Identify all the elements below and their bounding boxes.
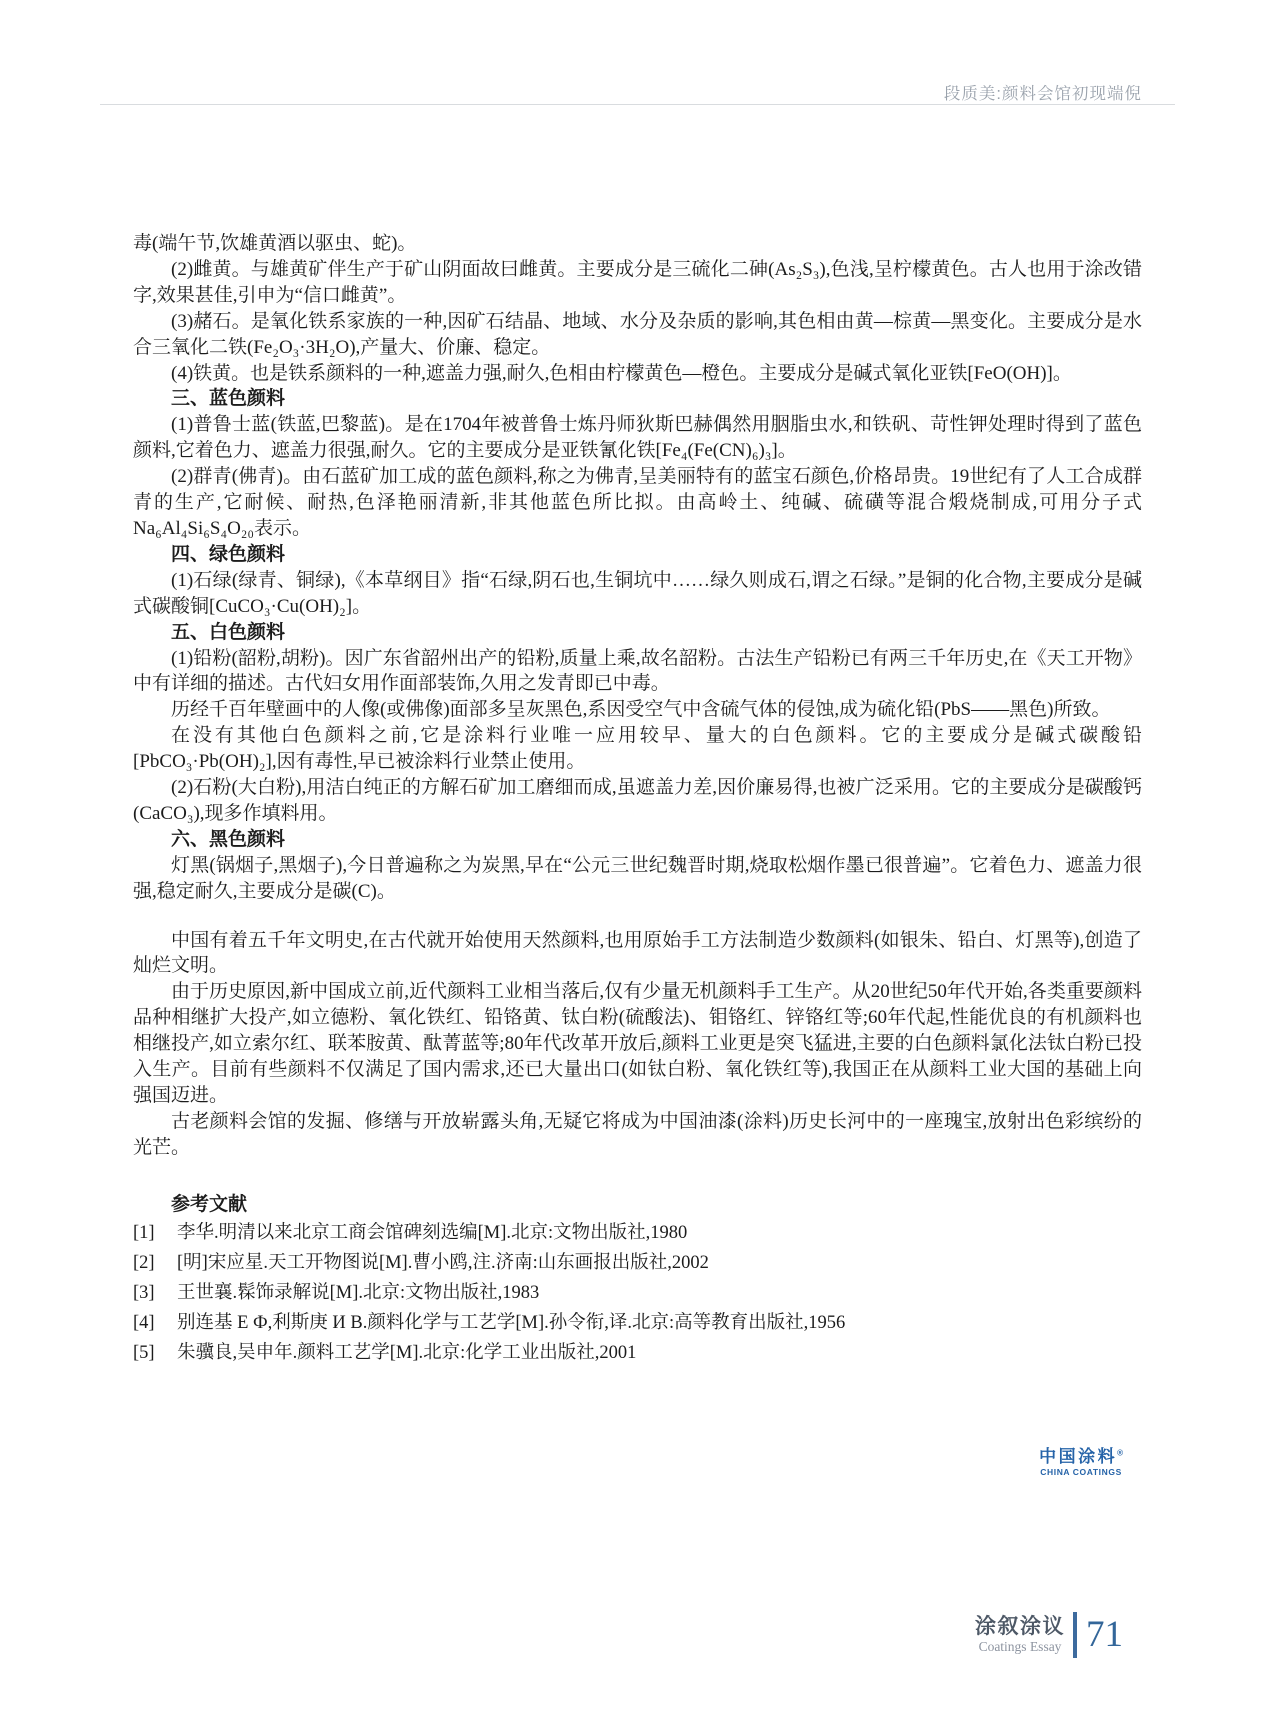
- logo-chinese-wordmark: 中国涂料®: [1039, 1447, 1123, 1466]
- body-paragraph: 古老颜料会馆的发掘、修缮与开放崭露头角,无疑它将成为中国油漆(涂料)历史长河中的一座瑰宝,放射出色彩缤纷的光芒。: [133, 1110, 1142, 1158]
- reference-text: 李华.明清以来北京工商会馆碑刻选编[M].北京:文物出版社,1980: [177, 1222, 688, 1243]
- section-heading-white-pigments: 五、白色颜料: [171, 621, 286, 643]
- reference-text: [明]宋应星.天工开物图说[M].曹小鸥,注.济南:山东画报出版社,2002: [177, 1252, 709, 1273]
- body-paragraph: (2)石粉(大白粉),用洁白纯正的方解石矿加工磨细而成,虽遮盖力差,因价廉易得,也被广泛采用。它的主要成分是碳酸钙(CaCO₃),现多作填料用。: [133, 777, 1142, 824]
- body-paragraph: 在没有其他白色颜料之前,它是涂料行业唯一应用较早、量大的白色颜料。它的主要成分是碱式碳酸铅[PbCO₃·Pb(OH)₂],因有毒性,早已被涂料行业禁止使用。: [133, 725, 1142, 773]
- footer-divider-bar: [1073, 1612, 1077, 1658]
- reference-item: [133, 1308, 1142, 1338]
- reference-item: [133, 1338, 1142, 1368]
- references-title: 参考文献: [171, 1193, 248, 1215]
- reference-text: 王世襄.髹饰录解说[M].北京:文物出版社,1983: [177, 1282, 540, 1303]
- header-divider: [100, 104, 1175, 105]
- footer-section-title-en: Coatings Essay: [978, 1639, 1062, 1655]
- body-paragraph: (3)赭石。是氧化铁系家族的一种,因矿石结晶、地域、水分及杂质的影响,其色相由黄—棕黄—黑变化。主要成分是水合三氧化二铁(Fe₂O₃·3H₂O),产量大、价廉、稳定。: [133, 310, 1142, 358]
- china-coatings-logo: [1039, 1448, 1123, 1477]
- footer-section-mark: [975, 1615, 1065, 1655]
- reference-number: [4]: [133, 1312, 155, 1333]
- body-paragraph: (2)雌黄。与雄黄矿伴生产于矿山阴面故曰雌黄。主要成分是三硫化二砷(As₂S₃),色浅,呈柠檬黄色。古人也用于涂改错字,效果甚佳,引申为“信口雌黄”。: [133, 258, 1142, 306]
- body-paragraph: (4)铁黄。也是铁系颜料的一种,遮盖力强,耐久,色相由柠檬黄色—橙色。主要成分是碱式氧化亚铁[FeO(OH)]。: [171, 362, 1072, 384]
- footer-section-title-cn: 涂叙涂议: [975, 1614, 1065, 1638]
- body-paragraph: (2)群青(佛青)。由石蓝矿加工成的蓝色颜料,称之为佛青,呈美丽特有的蓝宝石颜色,价格昂贵。19世纪有了人工合成群青的生产,它耐候、耐热,色泽艳丽清新,非其他蓝色所比拟。由高岭土、纯碱、硫磺等混合煅烧制成,可用分子式Na₆Al₄Si₆S₄O₂₀表示。: [133, 466, 1142, 539]
- section-heading-black-pigments: 六、黑色颜料: [171, 828, 286, 850]
- body-paragraph: 毒(端午节,饮雄黄酒以驱虫、蛇)。: [133, 233, 417, 254]
- page-number: 71: [1086, 1614, 1123, 1655]
- body-paragraph: (1)铅粉(韶粉,胡粉)。因广东省韶州出产的铅粉,质量上乘,故名韶粉。古法生产铅粉已有两三千年历史,在《天工开物》中有详细的描述。古代妇女用作面部装饰,久用之发青即已中毒。: [133, 647, 1142, 695]
- reference-number: [2]: [133, 1252, 155, 1273]
- reference-number: [5]: [133, 1342, 155, 1363]
- registered-trademark-icon: ®: [1117, 1448, 1123, 1458]
- reference-item: [133, 1248, 1142, 1278]
- reference-text: 别连基 Е Ф,利斯庚 И В.颜料化学与工艺学[M].孙令衔,译.北京:高等教育出版社,1956: [177, 1312, 846, 1333]
- section-heading-green-pigments: 四、绿色颜料: [171, 543, 286, 565]
- section-heading-blue-pigments: 三、蓝色颜料: [171, 388, 286, 410]
- references-section: [133, 1192, 1142, 1368]
- reference-number: [1]: [133, 1222, 155, 1243]
- main-text-column: [133, 231, 1142, 1368]
- body-paragraph: (1)普鲁士蓝(铁蓝,巴黎蓝)。是在1704年被普鲁士炼丹师狄斯巴赫偶然用胭脂虫水,和铁矾、苛性钾处理时得到了蓝色颜料,它着色力、遮盖力很强,耐久。它的主要成分是亚铁氰化铁[Fe₄(Fe(CN)₆)₃]。: [133, 414, 1142, 462]
- logo-english-wordmark: CHINA COATINGS: [1040, 1467, 1122, 1477]
- body-paragraph: 灯黑(锅烟子,黑烟子),今日普遍称之为炭黑,早在“公元三世纪魏晋时期,烧取松烟作墨已很普遍”。它着色力、遮盖力很强,稳定耐久,主要成分是碳(C)。: [133, 854, 1142, 902]
- body-paragraph: 历经千百年壁画中的人像(或佛像)面部多呈灰黑色,系因受空气中含硫气体的侵蚀,成为硫化铅(PbS——黑色)所致。: [171, 699, 1111, 721]
- running-head: 段质美:颜料会馆初现端倪: [943, 85, 1142, 103]
- body-paragraph: 由于历史原因,新中国成立前,近代颜料工业相当落后,仅有少量无机颜料手工生产。从20世纪50年代开始,各类重要颜料品种相继扩大投产,如立德粉、氧化铁红、铅铬黄、钛白粉(硫酸法)、钼铬红、锌铬红等;60年代起,性能优良的有机颜料也相继投产,如立索尔红、联苯胺黄、酞菁蓝等;80年代改革开放后,颜料工业更是突飞猛进,主要的白色颜料氯化法钛白粉已投入生产。目前有些颜料不仅满足了国内需求,还已大量出口(如钛白粉、氧化铁红等),我国正在从颜料工业大国的基础上向强国迈进。: [133, 981, 1142, 1106]
- body-paragraph: 中国有着五千年文明史,在古代就开始使用天然颜料,也用原始手工方法制造少数颜料(如银朱、铅白、灯黑等),创造了灿烂文明。: [133, 929, 1142, 977]
- reference-number: [3]: [133, 1282, 155, 1303]
- page-footer: [975, 1612, 1123, 1658]
- reference-item: [133, 1278, 1142, 1308]
- reference-item: [133, 1218, 1142, 1248]
- body-paragraph: (1)石绿(绿青、铜绿),《本草纲目》指“石绿,阴石也,生铜坑中……绿久则成石,谓之石绿。”是铜的化合物,主要成分是碱式碳酸铜[CuCO₃·Cu(OH)₂]。: [133, 569, 1142, 617]
- reference-text: 朱骥良,吴申年.颜料工艺学[M].北京:化学工业出版社,2001: [177, 1342, 637, 1363]
